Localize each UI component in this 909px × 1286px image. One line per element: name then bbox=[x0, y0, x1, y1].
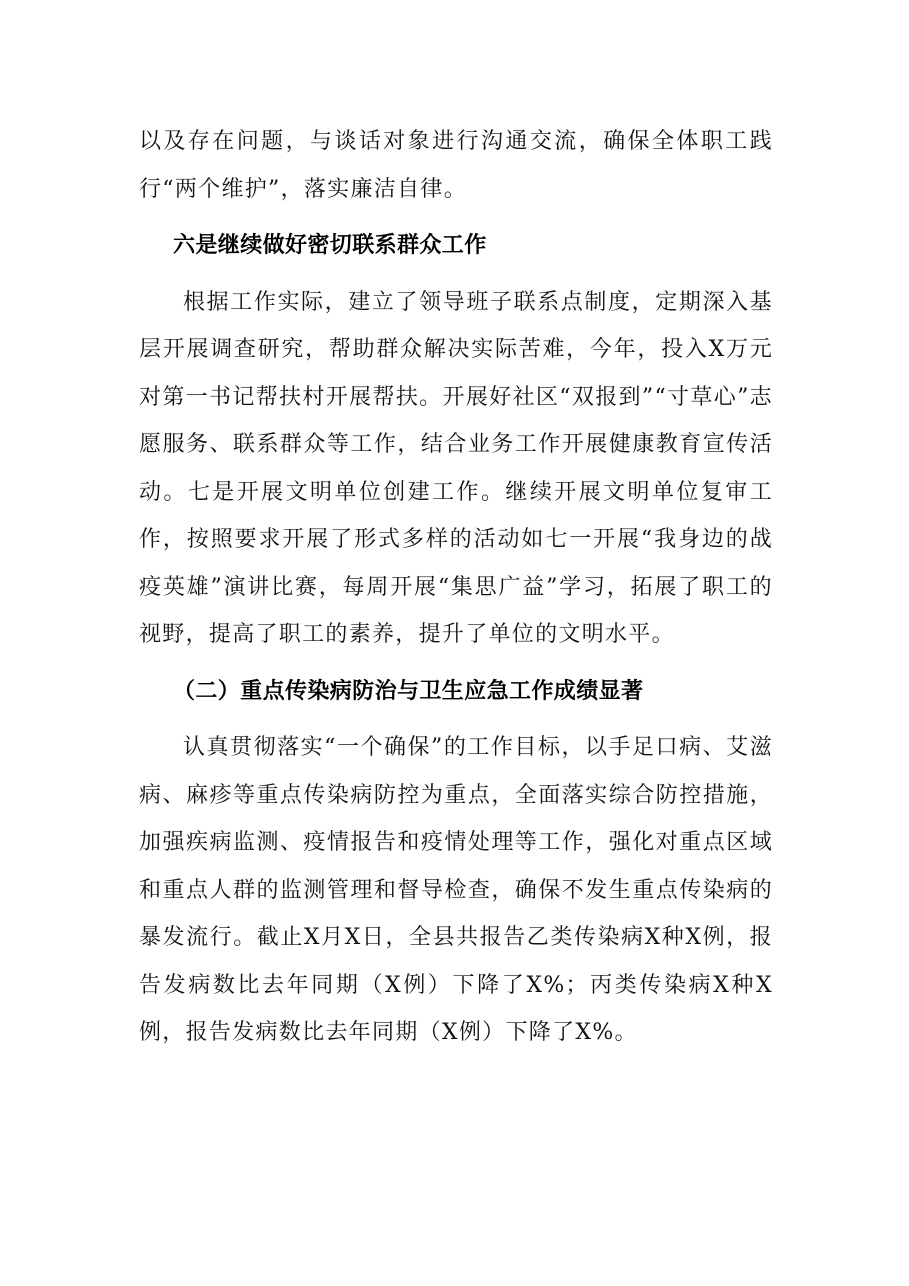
paragraph-disease-control: 认真贯彻落实“一个确保”的工作目标，以手足口病、艾滋病、麻疹等重点传染病防控为重点，全面落实综合防控措施，加强疾病监测、疫情报告和疫情处理等工作，强化对重点区域和重点人群的监测管理和督导检查，确保不发生重点传染病的暴发流行。截止X月X日，全县共报告乙类传染病X种X例，报告发病数比去年同期（X例）下降了X%；丙类传染病X种X例，报告发病数比去年同期（X例）下降了X%。 bbox=[139, 735, 773, 1045]
section-heading-two: （二）重点传染病防治与卫生应急工作成绩显著 bbox=[173, 678, 644, 704]
section-heading-six: 六是继续做好密切联系群众工作 bbox=[173, 233, 487, 258]
paragraph-gap bbox=[139, 270, 773, 279]
paragraph-contact-masses: 根据工作实际，建立了领导班子联系点制度，定期深入基层开展调查研究，帮助群众解决实际苦难，今年，投入X万元对第一书记帮扶村开展帮扶。开展好社区“双报到”“寸草心”志愿服务、联系群众等工作，结合业务工作开展健康教育宣传活动。七是开展文明单位创建工作。继续开展文明单位复审工作，按照要求开展了形式多样的活动如七一开展“我身边的战疫英雄”演讲比赛，每周开展“集思广益”学习，拓展了职工的视野，提高了职工的素养，提升了单位的文明水平。 bbox=[139, 289, 773, 647]
document-body bbox=[139, 118, 773, 1057]
paragraph-gap bbox=[139, 715, 773, 724]
paragraph-continued: 以及存在问题，与谈话对象进行沟通交流，确保全体职工践行“两个维护”，落实廉洁自律。 bbox=[139, 129, 773, 202]
paragraph-gap bbox=[139, 659, 773, 668]
paragraph-gap bbox=[139, 213, 773, 222]
